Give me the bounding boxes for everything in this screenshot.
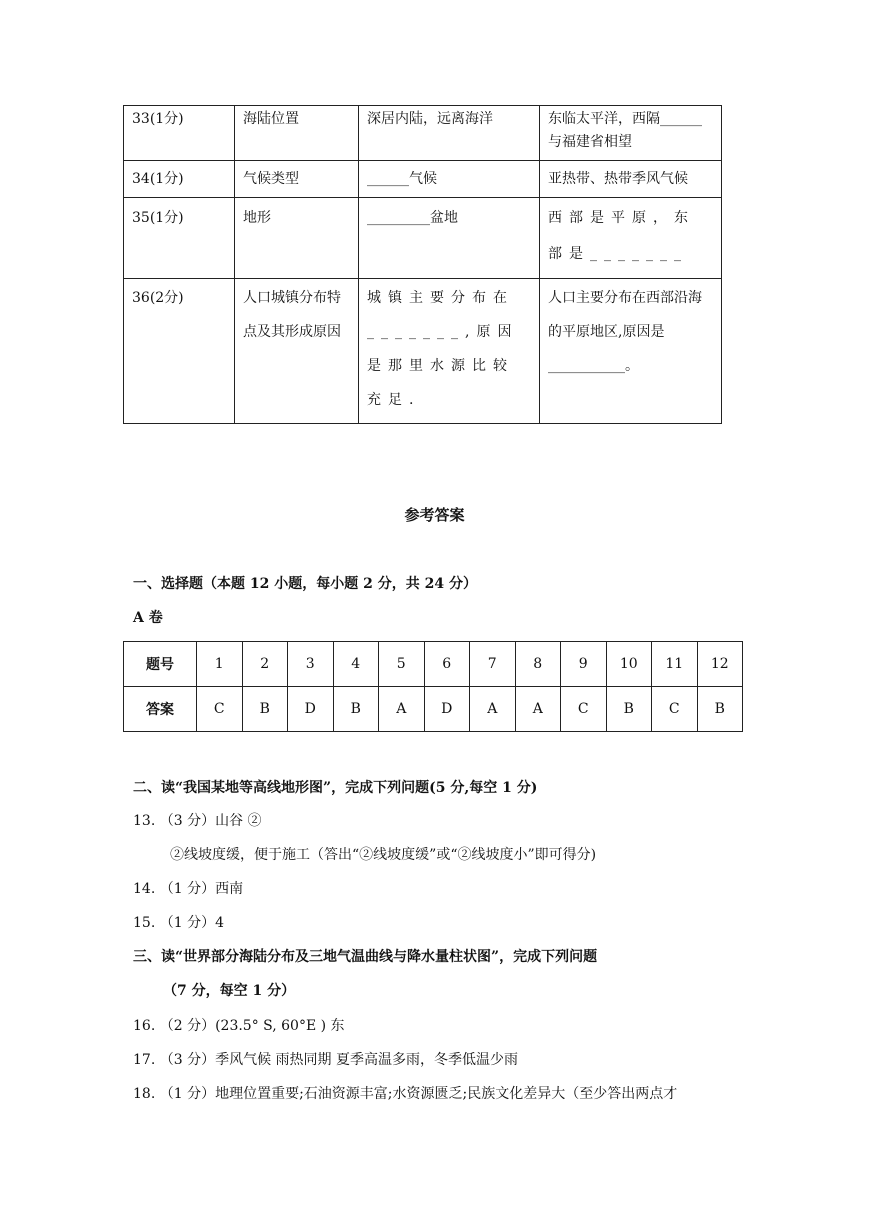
answer-table xyxy=(123,641,743,732)
answer-line: 13. （3 分）山谷 ② xyxy=(133,813,262,829)
question-number: 34(1分) xyxy=(124,161,235,198)
cell: 西部是平原，东部是_______ xyxy=(540,198,722,279)
answer-line: ②线坡度缓，便于施工（答出“②线坡度缓”或“②线坡度小”即可得分) xyxy=(170,847,597,863)
question-number: 35(1分) xyxy=(124,198,235,279)
question-number: 5 xyxy=(379,642,425,687)
section3-heading: 三、读“世界部分海陆分布及三地气温曲线与降水量柱状图”，完成下列问题 xyxy=(133,949,598,965)
section2-heading: 二、读“我国某地等高线地形图”，完成下列问题(5 分,每空 1 分) xyxy=(133,780,538,796)
question-number: 3 xyxy=(288,642,334,687)
question-number: 11 xyxy=(652,642,698,687)
answer-cell: B xyxy=(333,687,379,732)
section1-heading: 一、选择题（本题 12 小题，每小题 2 分，共 24 分） xyxy=(133,576,477,592)
question-number: 6 xyxy=(424,642,470,687)
answer-cell: C xyxy=(197,687,243,732)
table-row xyxy=(124,198,722,279)
table-row xyxy=(124,687,743,732)
question-number: 1 xyxy=(197,642,243,687)
cell: _________盆地 xyxy=(359,198,540,279)
row-label: 题号 xyxy=(124,642,197,687)
answer-cell: D xyxy=(288,687,334,732)
table-row xyxy=(124,279,722,424)
answer-cell: C xyxy=(561,687,607,732)
question-number: 7 xyxy=(470,642,516,687)
cell: 深居内陆，远离海洋 xyxy=(359,106,540,161)
answer-line: 17. （3 分）季风气候 雨热同期 夏季高温多雨，冬季低温少雨 xyxy=(133,1052,518,1068)
answer-line: 15. （1 分）4 xyxy=(133,915,224,931)
table-row xyxy=(124,161,722,198)
answer-cell: B xyxy=(697,687,743,732)
comparison-table xyxy=(123,105,722,424)
answer-cell: A xyxy=(379,687,425,732)
question-number: 12 xyxy=(697,642,743,687)
question-number: 10 xyxy=(606,642,652,687)
table-row xyxy=(124,642,743,687)
cell: 城镇主要分布在_______,原因是那里水源比较充足. xyxy=(359,279,540,424)
answer-cell: A xyxy=(470,687,516,732)
cell: 人口主要分布在西部沿海的平原地区,原因是___________。 xyxy=(540,279,722,424)
cell: 亚热带、热带季风气候 xyxy=(540,161,722,198)
item-label: 人口城镇分布特点及其形成原因 xyxy=(235,279,359,424)
question-number: 9 xyxy=(561,642,607,687)
item-label: 气候类型 xyxy=(235,161,359,198)
table-row xyxy=(124,106,722,161)
question-number: 4 xyxy=(333,642,379,687)
answer-line: 14. （1 分）西南 xyxy=(133,881,244,897)
row-label: 答案 xyxy=(124,687,197,732)
answer-cell: D xyxy=(424,687,470,732)
answer-line: 16. （2 分）(23.5° S, 60°E ) 东 xyxy=(133,1018,345,1034)
question-number: 36(2分) xyxy=(124,279,235,424)
cell: ______气候 xyxy=(359,161,540,198)
answer-cell: C xyxy=(652,687,698,732)
answer-line: 18. （1 分）地理位置重要;石油资源丰富;水资源匮乏;民族文化差异大（至少答出两点才 xyxy=(133,1086,678,1102)
question-number: 8 xyxy=(515,642,561,687)
question-number: 33(1分) xyxy=(124,106,235,161)
answer-cell: B xyxy=(242,687,288,732)
section3-points: （7 分，每空 1 分） xyxy=(163,983,296,999)
cell: 东临太平洋，西隔______与福建省相望 xyxy=(540,106,722,161)
answers-title: 参考答案 xyxy=(404,506,465,524)
item-label: 海陆位置 xyxy=(235,106,359,161)
answer-cell: B xyxy=(606,687,652,732)
item-label: 地形 xyxy=(235,198,359,279)
question-number: 2 xyxy=(242,642,288,687)
answer-cell: A xyxy=(515,687,561,732)
volume-label: A 卷 xyxy=(133,610,163,626)
